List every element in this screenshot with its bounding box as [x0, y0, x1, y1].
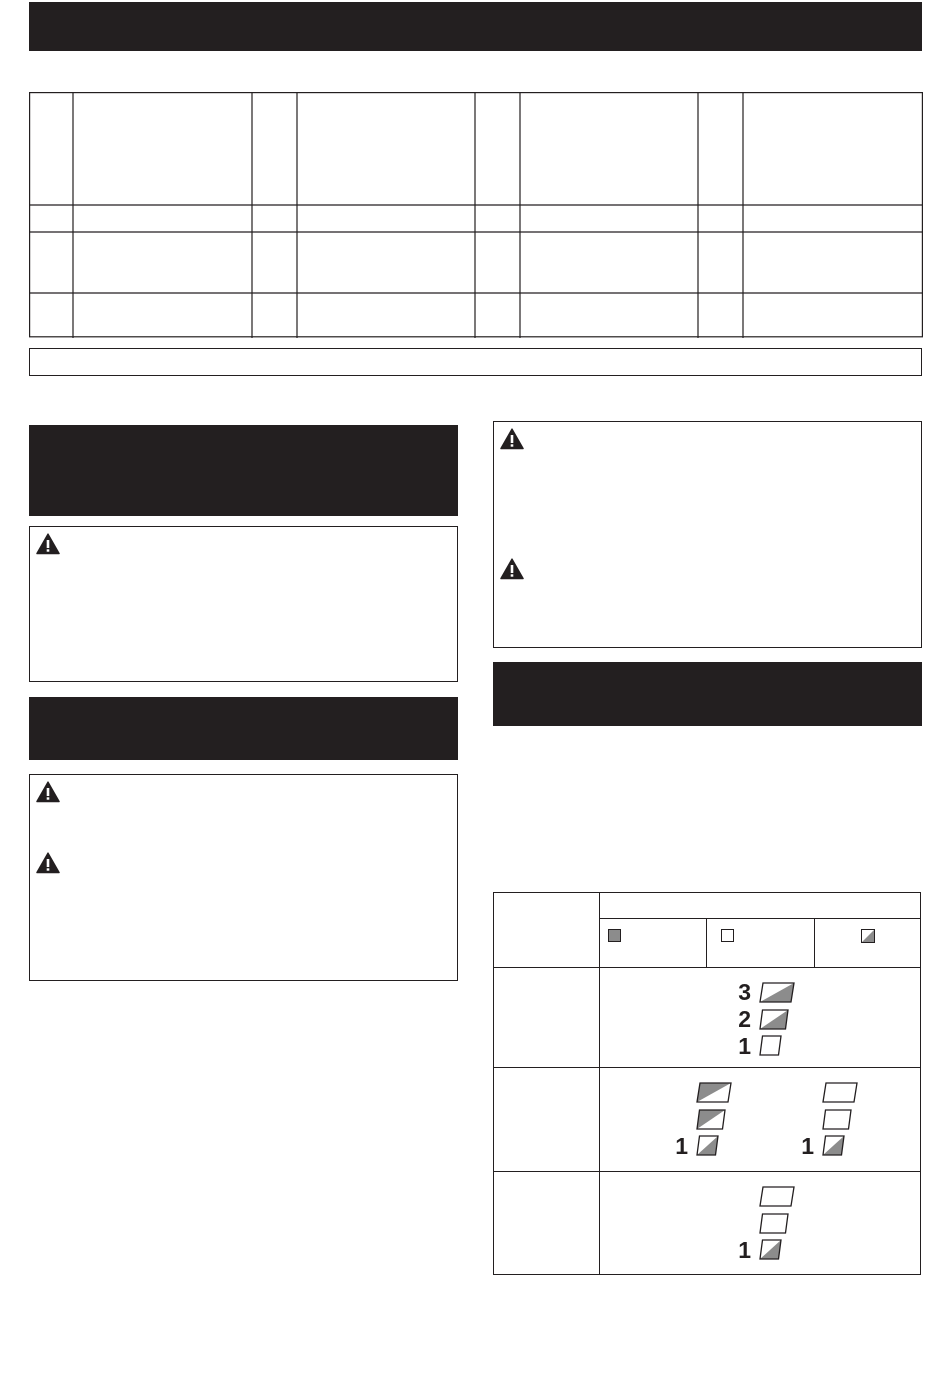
indicator-off-icon [759, 1213, 789, 1234]
indicator-level-label: 3 [738, 979, 751, 1005]
warning-triangle-icon [36, 781, 60, 803]
indicator-off-icon [721, 929, 734, 942]
indicator-off-icon [759, 1035, 782, 1056]
warning-triangle-icon [36, 852, 60, 874]
indicator-blinking-icon [696, 1135, 719, 1156]
warning-box-1 [29, 526, 458, 682]
indicator-off-icon [822, 1109, 852, 1130]
warning-triangle-icon [500, 558, 524, 580]
warning-box-3 [493, 421, 922, 648]
indicator-table-divider [493, 967, 921, 968]
warning-triangle-icon [500, 428, 524, 450]
indicator-table-divider [599, 892, 600, 1275]
specifications-table [29, 92, 923, 338]
indicator-level-label: 1 [675, 1133, 688, 1159]
section-heading-band-2 [29, 697, 458, 760]
indicator-level-label: 1 [801, 1133, 814, 1159]
indicator-level-label: 1 [738, 1033, 751, 1059]
indicator-blinking-icon [822, 1135, 845, 1156]
indicator-table-divider [706, 918, 707, 967]
indicator-blinking-icon [696, 1109, 726, 1130]
indicator-blinking-icon [759, 1009, 789, 1030]
indicator-blinking-icon [696, 1082, 732, 1103]
specifications-note-box [29, 348, 922, 376]
indicator-table-divider [599, 918, 921, 919]
page-header-band [29, 2, 922, 51]
warning-box-2 [29, 774, 458, 981]
section-heading-band-1 [29, 425, 458, 516]
indicator-off-icon [759, 1186, 795, 1207]
indicator-blinking-icon [759, 982, 795, 1003]
indicator-table-divider [493, 1171, 921, 1172]
indicator-blinking-icon [759, 1239, 782, 1260]
warning-triangle-icon [36, 533, 60, 555]
indicator-lit-icon [608, 929, 621, 942]
indicator-blinking-icon [861, 929, 875, 943]
indicator-level-label: 1 [738, 1237, 751, 1263]
indicator-off-icon [822, 1082, 858, 1103]
indicator-table-divider [814, 918, 815, 967]
section-heading-band-3 [493, 662, 922, 726]
indicator-table-divider [493, 1067, 921, 1068]
indicator-level-label: 2 [738, 1006, 751, 1032]
